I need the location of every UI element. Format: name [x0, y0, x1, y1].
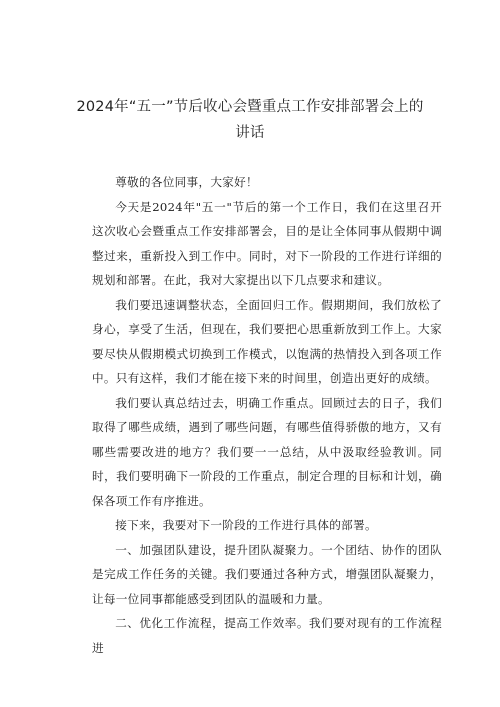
document-title-line-1: 2024年“五一”节后收心会暨重点工作安排部署会上的: [76, 99, 424, 115]
adjust-state-paragraph: 我们要迅速调整状态，全面回归工作。假期期间，我们放松了身心，享受了生活，但现在，我们要把心思重新放到工作上。大家要尽快从假期模式切换到工作模式，以饱满的热情投入到各项工作中。只有这样，我们才能在接下来的时间里，创造出更好的成绩。: [92, 297, 442, 385]
workflow-paragraph: 二、优化工作流程，提高工作效率。我们要对现有的工作流程进: [92, 616, 442, 655]
document-title-line-2: 讲话: [235, 125, 265, 141]
greeting-paragraph: 尊敬的各位同事，大家好！: [115, 175, 258, 189]
intro-paragraph: 今天是2024年"五一"节后的第一个工作日，我们在这里召开这次收心会暨重点工作安排部署会，目的是让全体同事从假期中调整过来，重新投入到工作中。同时，对下一阶段的工作进行详细的规划和部署。在此，我对大家提出以下几点要求和建议。: [92, 199, 442, 287]
summarize-past-paragraph: 我们要认真总结过去，明确工作重点。回顾过去的日子，我们取得了哪些成绩，遇到了哪些问题，有哪些值得骄傲的地方，又有哪些需要改进的地方？我们要一一总结，从中汲取经验教训。同时，我们要明确下一阶段的工作重点，制定合理的目标和计划，确保各项工作有序推进。: [92, 395, 442, 508]
team-building-paragraph: 一、加强团队建设，提升团队凝聚力。一个团结、协作的团队是完成工作任务的关键。我们要通过各种方式，增强团队凝聚力，让每一位同事都能感受到团队的温暖和力量。: [92, 542, 442, 606]
deployment-intro-paragraph: 接下来，我要对下一阶段的工作进行具体的部署。: [115, 518, 377, 532]
document-body: [92, 170, 442, 660]
